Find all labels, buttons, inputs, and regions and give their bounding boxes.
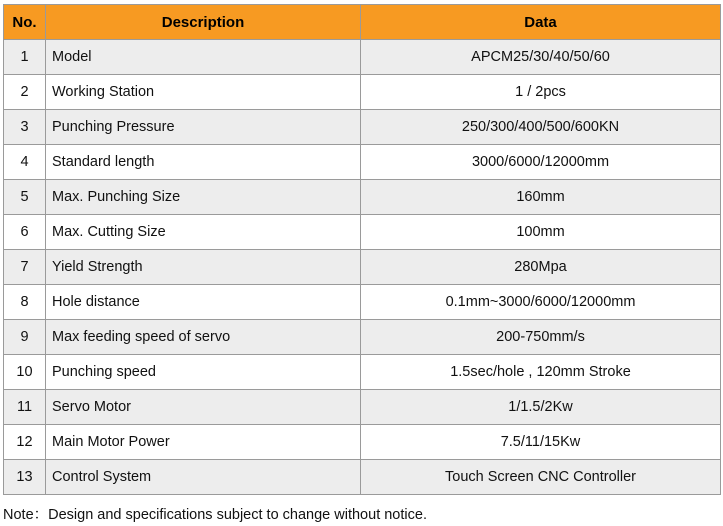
row-description: Punching speed: [46, 355, 361, 390]
table-row: [4, 180, 721, 215]
table-row: [4, 145, 721, 180]
table-header-row: [4, 5, 721, 40]
row-description: Model: [46, 40, 361, 75]
specification-table: [3, 4, 721, 495]
table-row: [4, 390, 721, 425]
table-row: [4, 75, 721, 110]
row-description: Hole distance: [46, 285, 361, 320]
row-description: Yield Strength: [46, 250, 361, 285]
row-description: Working Station: [46, 75, 361, 110]
table-row: [4, 110, 721, 145]
row-data: Touch Screen CNC Controller: [361, 460, 721, 495]
row-description: Control System: [46, 460, 361, 495]
row-description: Main Motor Power: [46, 425, 361, 460]
row-description: Standard length: [46, 145, 361, 180]
row-number: 2: [4, 75, 46, 110]
row-description: Max. Punching Size: [46, 180, 361, 215]
footnote: Note：Design and specifications subject to change without notice.: [3, 507, 427, 523]
table-row: [4, 320, 721, 355]
row-number: 11: [4, 390, 46, 425]
table-row: [4, 285, 721, 320]
row-data: 7.5/11/15Kw: [361, 425, 721, 460]
row-number: 6: [4, 215, 46, 250]
row-number: 9: [4, 320, 46, 355]
row-data: 1.5sec/hole , 120mm Stroke: [361, 355, 721, 390]
row-number: 5: [4, 180, 46, 215]
row-data: 280Mpa: [361, 250, 721, 285]
row-number: 4: [4, 145, 46, 180]
row-description: Max. Cutting Size: [46, 215, 361, 250]
row-data: 1 / 2pcs: [361, 75, 721, 110]
header-no: No.: [4, 5, 46, 40]
table-row: [4, 425, 721, 460]
table-row: [4, 215, 721, 250]
row-data: 3000/6000/12000mm: [361, 145, 721, 180]
row-data: 0.1mm~3000/6000/12000mm: [361, 285, 721, 320]
row-number: 3: [4, 110, 46, 145]
row-number: 12: [4, 425, 46, 460]
header-description: Description: [46, 5, 361, 40]
row-number: 7: [4, 250, 46, 285]
row-number: 1: [4, 40, 46, 75]
row-data: APCM25/30/40/50/60: [361, 40, 721, 75]
table-row: [4, 355, 721, 390]
row-data: 200-750mm/s: [361, 320, 721, 355]
table-body: [4, 40, 721, 495]
row-number: 13: [4, 460, 46, 495]
table-row: [4, 460, 721, 495]
row-description: Max feeding speed of servo: [46, 320, 361, 355]
header-data: Data: [361, 5, 721, 40]
row-description: Punching Pressure: [46, 110, 361, 145]
table-row: [4, 40, 721, 75]
row-data: 100mm: [361, 215, 721, 250]
row-data: 1/1.5/2Kw: [361, 390, 721, 425]
table-row: [4, 250, 721, 285]
row-number: 8: [4, 285, 46, 320]
row-data: 160mm: [361, 180, 721, 215]
row-data: 250/300/400/500/600KN: [361, 110, 721, 145]
row-description: Servo Motor: [46, 390, 361, 425]
row-number: 10: [4, 355, 46, 390]
